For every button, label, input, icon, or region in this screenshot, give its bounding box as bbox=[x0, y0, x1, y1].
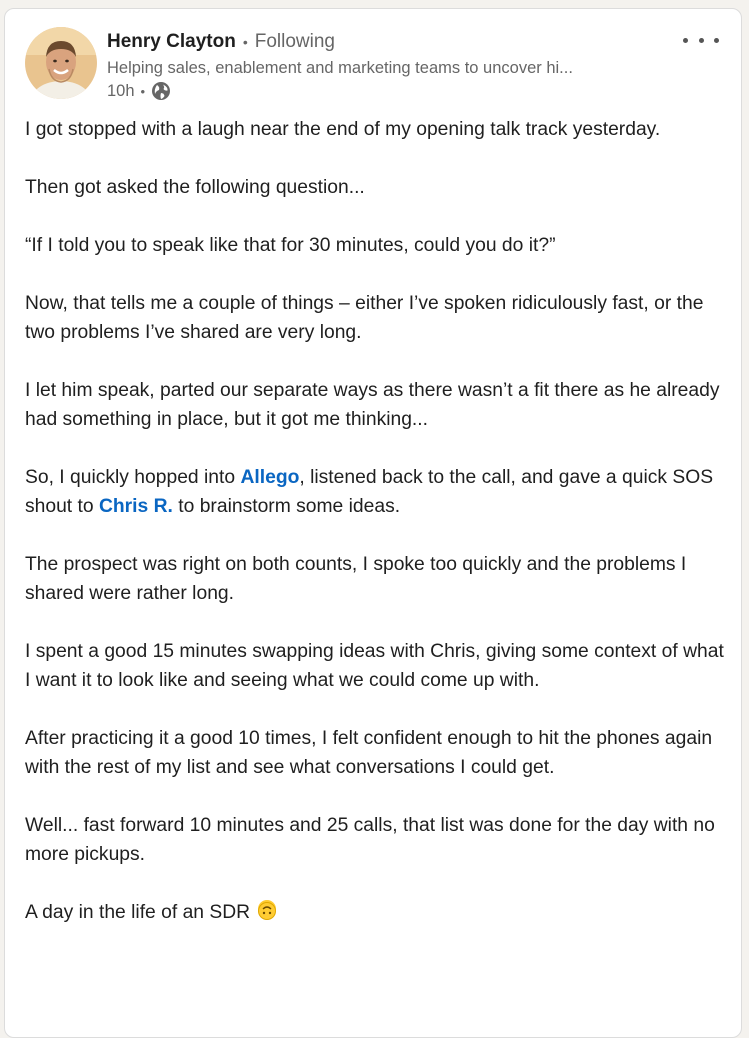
mention-chris-r[interactable]: Chris R. bbox=[98, 496, 173, 517]
post-paragraph: After practicing it a good 10 times, I felt confident enough to hit the phones again with the rest of my list and see what conversations I could get. bbox=[25, 728, 713, 778]
text-segment: to brainstorm some ideas. bbox=[172, 496, 401, 517]
follow-status: Following bbox=[254, 31, 335, 52]
text-segment: A day in the life of an SDR bbox=[25, 902, 251, 923]
globe-icon bbox=[151, 81, 171, 101]
post-paragraph: I got stopped with a laugh near the end of my opening talk track yesterday. bbox=[25, 119, 661, 140]
post-paragraph: Then got asked the following question... bbox=[25, 177, 365, 198]
author-headline: Helping sales, enablement and marketing teams to uncover hi... bbox=[107, 59, 573, 77]
post-time: 10h bbox=[107, 81, 135, 100]
text-segment: So, I quickly hopped into bbox=[25, 467, 241, 488]
post-paragraph: Now, that tells me a couple of things – either I’ve spoken ridiculously fast, or the two problems I’ve shared are very long. bbox=[25, 293, 704, 343]
post-body bbox=[25, 115, 725, 956]
avatar-image bbox=[25, 27, 97, 99]
separator-dot: • bbox=[242, 34, 248, 50]
author-name-row bbox=[107, 31, 335, 53]
upside-down-face-emoji bbox=[258, 900, 276, 918]
more-options-icon[interactable] bbox=[683, 29, 719, 51]
post-paragraph: The prospect was right on both counts, I spoke too quickly and the problems I shared were rather long. bbox=[25, 554, 687, 604]
post-paragraph: I spent a good 15 minutes swapping ideas with Chris, giving some context of what I want it to look like and seeing what we could come up with. bbox=[25, 641, 724, 691]
post-paragraph: Well... fast forward 10 minutes and 25 calls, that list was done for the day with no more pickups. bbox=[25, 815, 715, 865]
mention-allego[interactable]: Allego bbox=[240, 467, 300, 488]
post-paragraph bbox=[25, 898, 725, 927]
separator-dot: • bbox=[140, 83, 146, 99]
author-avatar[interactable] bbox=[25, 27, 97, 99]
post-card bbox=[4, 8, 742, 1038]
author-name[interactable]: Henry Clayton bbox=[107, 31, 236, 52]
post-paragraph: “If I told you to speak like that for 30 minutes, could you do it?” bbox=[25, 235, 556, 256]
post-paragraph bbox=[25, 463, 725, 521]
text-segment: , listened back to the call, and gave a quick SOS shout to bbox=[25, 467, 714, 517]
post-meta bbox=[107, 81, 171, 101]
post-paragraph: I let him speak, parted our separate ways as there wasn’t a fit there as he already had something in place, but it got me thinking... bbox=[25, 380, 720, 430]
